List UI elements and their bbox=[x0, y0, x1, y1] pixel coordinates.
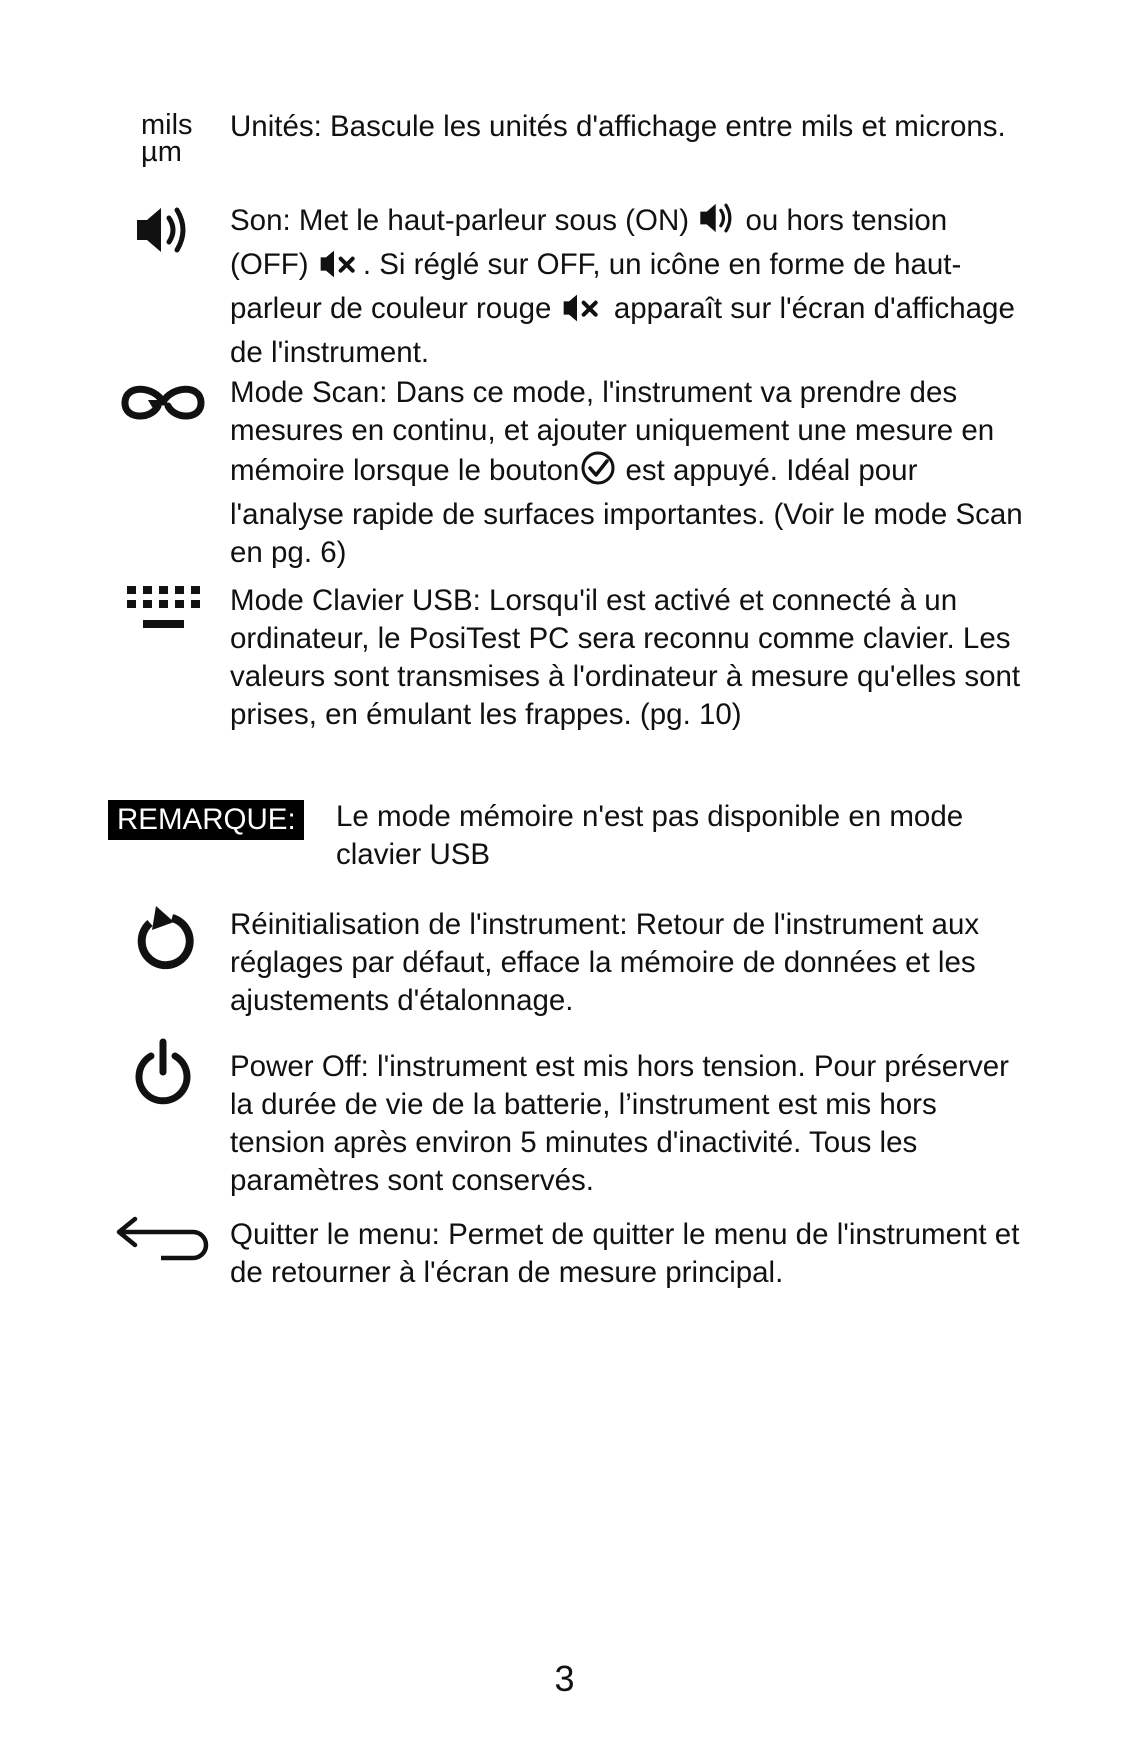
units-description: Unités: Bascule les unités d'affichage entre mils et microns. bbox=[230, 110, 1006, 143]
speaker-icon bbox=[108, 202, 218, 258]
speaker-on-inline-icon bbox=[697, 200, 737, 246]
sound-description bbox=[230, 200, 1030, 372]
note-text: Le mode mémoire n'est pas disponible en mode clavier USB bbox=[336, 800, 964, 871]
power-icon bbox=[108, 1036, 218, 1108]
usb-keyboard-description: Mode Clavier USB: Lorsqu'il est activé et connecté à un ordinateur, le PosiTest PC sera reconnu comme clavier. Les valeurs sont transmises à l'ordinateur à mesure qu'elles sont prises, en émulant les frappes. (pg. 10) bbox=[230, 584, 1021, 731]
return-arrow-icon bbox=[108, 1216, 218, 1272]
scan-text-a: Mode Scan: Dans ce mode, l'instrument va prendre des mesures en continu, et ajouter uniquement une mesure en mémoire lorsque le bouton bbox=[230, 376, 995, 487]
reset-icon bbox=[108, 906, 218, 972]
scan-text-b: est appuyé. Idéal pour l'analyse rapide de surfaces importantes. (Voir le mode Scan en pg. 6) bbox=[230, 454, 1023, 569]
sound-text-b: ou hors tension (OFF) bbox=[230, 204, 948, 281]
power-off-description: Power Off: l'instrument est mis hors tension. Pour préserver la durée de vie de la batterie, l’instrument est mis hors tension après environ 5 minutes d'inactivité. Tous les paramètres sont conservés. bbox=[230, 1050, 1009, 1197]
check-button-inline-icon bbox=[579, 450, 617, 496]
units-icon-microns: µm bbox=[141, 136, 182, 168]
units-icon bbox=[108, 109, 218, 168]
speaker-off-inline-icon bbox=[317, 248, 363, 290]
sound-text-a: Son: Met le haut-parleur sous (ON) bbox=[230, 204, 698, 237]
reset-description: Réinitialisation de l'instrument: Retour de l'instrument aux réglages par défaut, efface la mémoire de données et les ajustements d'étalonnage. bbox=[230, 908, 980, 1017]
scan-loop-icon bbox=[108, 374, 218, 430]
keyboard-icon bbox=[108, 584, 218, 634]
sound-text-c: . Si réglé sur OFF, un icône en forme de haut-parleur de couleur rouge bbox=[230, 248, 962, 325]
note-label: REMARQUE: bbox=[108, 800, 304, 840]
sound-text-d: apparaît sur l'écran d'affichage de l'instrument. bbox=[230, 292, 1015, 369]
units-icon-mils: mils bbox=[141, 109, 193, 141]
speaker-off-red-inline-icon bbox=[560, 292, 606, 334]
page-number: 3 bbox=[554, 1658, 575, 1699]
scan-description bbox=[230, 374, 1030, 572]
quit-menu-description: Quitter le menu: Permet de quitter le menu de l'instrument et de retourner à l'écran de mesure principal. bbox=[230, 1218, 1020, 1289]
